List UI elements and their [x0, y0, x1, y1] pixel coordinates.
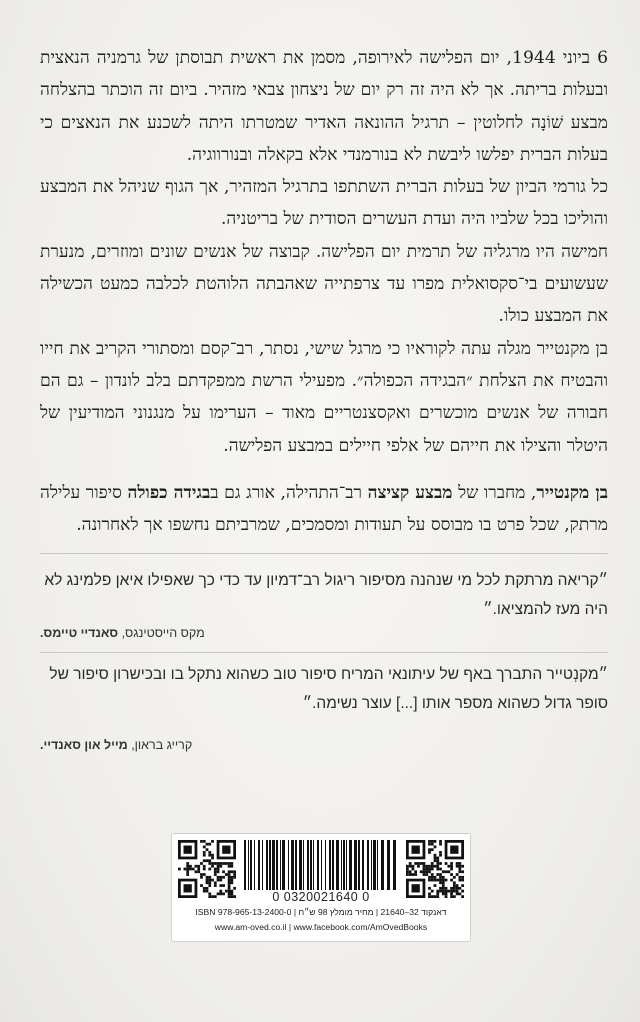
author-text: סיפור עלילה מרתק, שכל פרט בו מבוסס על תעודות ומסמכים, שמרביתם נחשפו אך לאחרונה. [40, 483, 608, 535]
divider [40, 652, 608, 653]
qr-code-icon [406, 840, 464, 898]
review-attribution [40, 626, 608, 640]
review-quote [40, 660, 608, 718]
author-blurb [40, 477, 608, 541]
reviewer-name: קרייג בראון, [127, 738, 193, 752]
reviewer-name: מקס הייסטינגס, [118, 626, 205, 640]
barcode-icon [242, 840, 400, 890]
synopsis-paragraph: בן מקנטייר מגלה עתה לקוראיו כי מרגל שישי, נסתר, רב־קסם ומסתורי הקריב את חייו והבטיח את הצלחת ״הבגידה הכפולה״. מפעילי הרשת ממפקדתם בלב לונדון – גם הם חבורה של אנשים מוכשרים ואקסצנטריים מאוד – הערימו על מנגנוני המודיעין של היטלר והצילו את חייהם של אלפי חיילים במבצע הפלישה. [40, 338, 608, 456]
review-quote-text: ״מקנְטייר התברך באף של עיתונאי המריח סיפור טוב כשהוא נתקל בו ובכישרון סיפור של סופר גדול כשהוא מספר אותו [...] עוצר נשימה.״ [49, 666, 608, 712]
review-quote [40, 566, 608, 624]
synopsis [40, 42, 608, 462]
publication-name: סאנדיי טיימס. [40, 626, 119, 640]
publication-name: מייל און סאנדיי. [40, 738, 128, 752]
author-text: רב־התהילה, אורג גם ב [210, 483, 368, 503]
review-quote-text: ״קריאה מרתקת לכל מי שנהנה מסיפור ריגול רב־דמיון עד כדי כך שאפילו איאן פלמינג לא היה מעז להמציאו.״ [44, 572, 608, 618]
isbn-line: ISBN 978-965-13-2400-0 | דאנקוד 32–21640 | מחיר מומלץ 98 ש״ח [195, 907, 447, 917]
divider [40, 553, 608, 554]
author-text: , מחברו של [452, 483, 537, 503]
book-title-1: מבצע קציצה [367, 483, 453, 503]
synopsis-paragraph: 6 ביוני 1944, יום הפלישה לאירופה, מסמן את ראשית תבוסתן של גרמניה הנאצית ובעלות בריתה. אך לא היה זה רק יום של ניצחון צבאי מזהיר. ביום זה הוכתר בהצלחה מבצע שׁוֹנָה לחלוטין – תרגיל ההונאה האדיר שמטרתו היתה לשכנע את הנאצים כי בעלות הברית יפלשו ליבשת לא בנורמנדי אלא בקאלה ובנורווגיה. [40, 48, 608, 165]
website-line: www.am-oved.co.il | www.facebook.com/AmOvedBooks [214, 922, 428, 932]
author-paragraph [40, 477, 608, 541]
barcode-number: 0 0320021640 0 [272, 890, 370, 904]
review-attribution [40, 738, 608, 752]
qr-code-icon [178, 840, 236, 898]
synopsis-paragraph: כל גורמי הביון של בעלות הברית השתתפו בתרגיל המזהיר, אך הגוף שניהל את המבצע והוליכו בכל שלביו היה ועדת העשרים הסודית של בריטניה. [40, 177, 608, 230]
barcode-box [171, 833, 471, 942]
author-name: בן מקנטייר [536, 483, 608, 503]
book-title-2: בגידה כפולה [127, 483, 211, 503]
synopsis-paragraph: חמישה היו מרגליה של תרמית יום הפלישה. קבוצה של אנשים שונים ומוזרים, מנערת שעשועים בי־סקסואלית מפרו עד צרפתייה שאהבתה הלוהטת לכלבה כמעט הכשילה את המבצע כולו. [40, 241, 608, 327]
